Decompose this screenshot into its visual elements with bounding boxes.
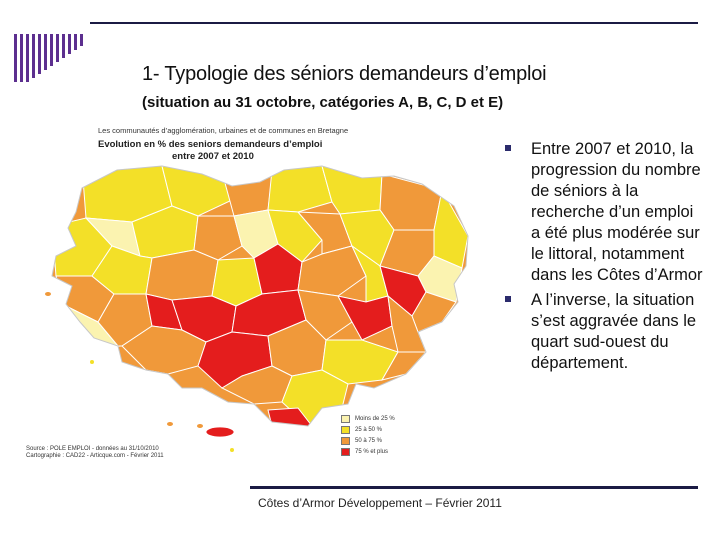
bullet-text: A l’inverse, la situation s’est aggravée dans le quart sud-ouest du département. <box>531 291 697 372</box>
legend-swatch <box>341 437 350 445</box>
legend-label: 25 à 50 % <box>355 426 383 433</box>
source-line: Source : POLE EMPLOI - données au 31/10/2010 <box>26 446 159 452</box>
legend-label: 75 % et plus <box>355 448 389 455</box>
legend-item <box>341 435 395 446</box>
top-rule <box>90 22 698 24</box>
slide-title: 1- Typologie des séniors demandeurs d’emploi <box>142 63 547 85</box>
brittany-map <box>22 126 500 478</box>
bullet-item <box>503 290 703 374</box>
slide-subtitle: (situation au 31 octobre, catégories A, B, C, D et E) <box>142 94 504 111</box>
map-legend <box>341 413 395 457</box>
bullet-square-icon <box>505 296 511 302</box>
bullet-text: Entre 2007 et 2010, la progression du nombre de séniors à la recherche d’un emploi a été plus modérée sur le littoral, notamment dans les Côtes d’Armor <box>531 140 703 284</box>
map-heading-line2: Evolution en % des seniors demandeurs d’emploi <box>98 139 323 150</box>
map-heading-line3: entre 2007 et 2010 <box>172 151 254 162</box>
bottom-rule <box>250 486 698 489</box>
map-heading-line1: Les communautés d’agglomération, urbaines et de communes en Bretagne <box>98 126 349 135</box>
bullet-list <box>503 139 703 378</box>
legend-swatch <box>341 415 350 423</box>
decorative-bars <box>14 34 124 82</box>
map-graphic <box>22 126 500 478</box>
map-source <box>26 446 164 460</box>
legend-item <box>341 413 395 424</box>
legend-label: 50 à 75 % <box>355 437 383 444</box>
bullet-square-icon <box>505 145 511 151</box>
legend-label: Moins de 25 % <box>355 415 395 422</box>
legend-item <box>341 424 395 435</box>
source-line: Cartographie : CAD22 - Articque.com - Février 2011 <box>26 453 164 459</box>
legend-swatch <box>341 448 350 456</box>
slide-footer: Côtes d’Armor Développement – Février 2011 <box>258 496 502 510</box>
bullet-item <box>503 139 703 286</box>
legend-swatch <box>341 426 350 434</box>
legend-item <box>341 446 395 457</box>
